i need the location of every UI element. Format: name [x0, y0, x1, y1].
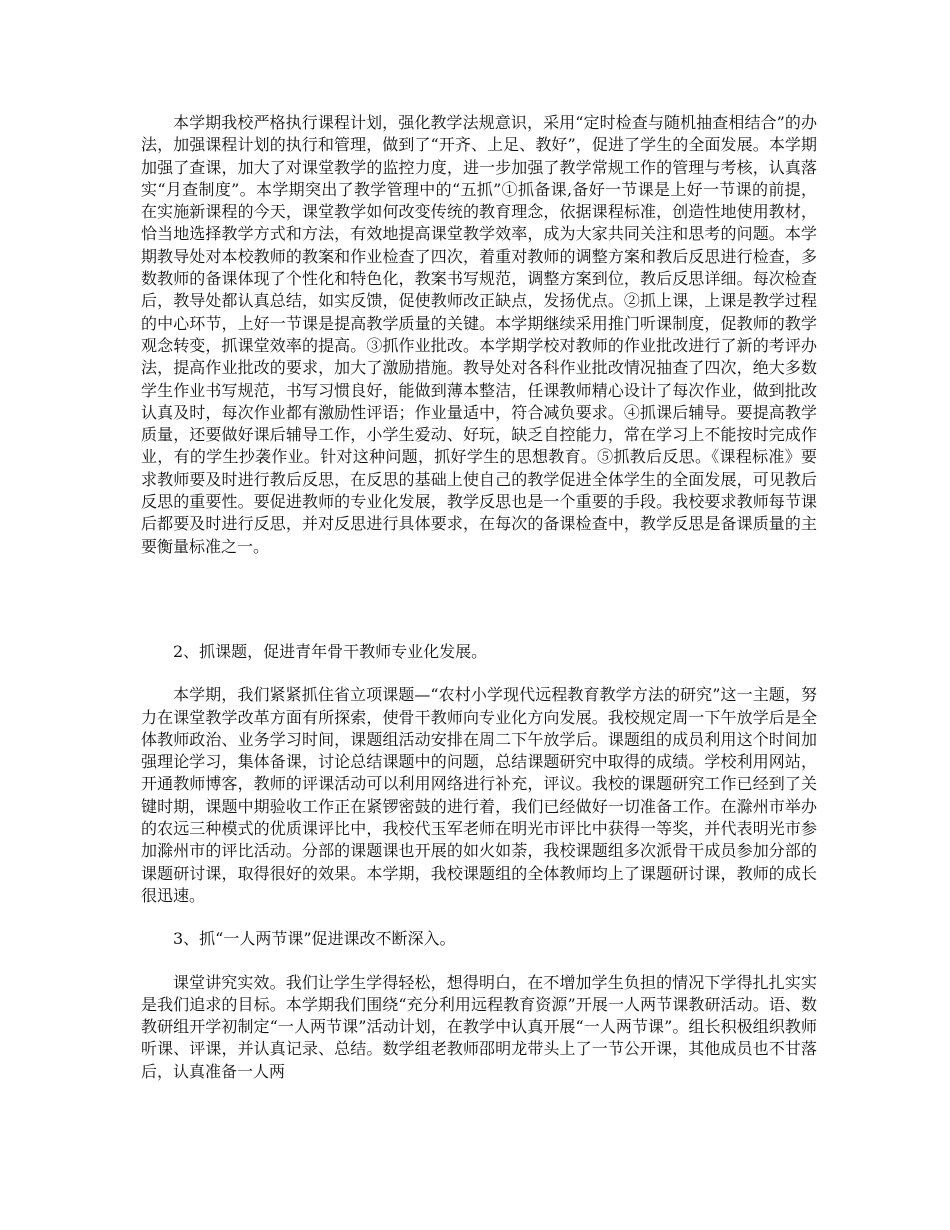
section-heading-2: 2、抓课题，促进青年骨干教师专业化发展。	[173, 641, 488, 661]
section-heading-3: 3、抓“一人两节课”促进课改不断深入。	[173, 929, 456, 949]
paragraph-teaching-management: 本学期我校严格执行课程计划，强化教学法规意识，采用“定时检查与随机抽查相结合”的办法，加强课程计划的执行和管理，做到了“开齐、上足、教好”，促进了学生的全面发展。本学期加强了查课，加大了对课堂教学的监控力度，进一步加强了教学常规工作的管理与考核，认真落实“月查制度”。本学期突出了教学管理中的“五抓”①抓备课,备好一节课是上好一节课的前提，在实施新课程的今天，课堂教学如何改变传统的教育理念，依据课程标准，创造性地使用教材，恰当地选择教学方式和方法，有效地提高课堂教学效率，成为大家共同关注和思考的问题。本学期教导处对本校教师的教案和作业检查了四次，着重对教师的调整方案和教后反思进行检查，多数教师的备课体现了个性化和特色化，教案书写规范，调整方案到位，教后反思详细。每次检查后，教导处都认真总结，如实反馈，促使教师改正缺点，发扬优点。②抓上课，上课是教学过程的中心环节，上好一节课是提高教学质量的关键。本学期继续采用推门听课制度，促教师的教学观念转变，抓课堂效率的提高。③抓作业批改。本学期学校对教师的作业批改进行了新的考评办法，提高作业批改的要求，加大了激励措施。教导处对各科作业批改情况抽查了四次，绝大多数学生作业书写规范，书写习惯良好，能做到薄本整洁，任课教师精心设计了每次作业，做到批改认真及时，每次作业都有激励性评语；作业量适中，符合减负要求。④抓课后辅导。要提高教学质量，还要做好课后辅导工作，小学生爱动、好玩，缺乏自控能力，常在学习上不能按时完成作业，有的学生抄袭作业。针对这种问题，抓好学生的思想教育。⑤抓教后反思。《课程标准》要求教师要及时进行教后反思，在反思的基础上使自己的教学促进全体学生的全面发展，可见教后反思的重要性。要促进教师的专业化发展，教学反思也是一个重要的手段。我校要求教师每节课后都要及时进行反思，并对反思进行具体要求，在每次的备课检查中，教学反思是备课质量的主要衡量标准之一。	[141, 113, 817, 556]
paragraph-two-lessons: 课堂讲究实效。我们让学生学得轻松，想得明白，在不增加学生负担的情况下学得扎扎实实是我们追求的目标。本学期我们围绕“充分利用远程教育资源”开展一人两节课教研活动。语、数教研组开学初制定“一人两节课”活动计划，在教学中认真开展“一人两节课”。组长积极组织教师听课、评课，并认真记录、总结。数学组老教师邵明龙带头上了一节公开课，其他成员也不甘落后，认真准备一人两	[141, 972, 817, 1081]
document-page	[141, 112, 817, 1083]
paragraph-research-project: 本学期，我们紧紧抓住省立项课题—“农村小学现代远程教育教学方法的研究”这一主题，努力在课堂教学改革方面有所探索，使骨干教师向专业化方向发展。我校规定周一下午放学后是全体教师政治、业务学习时间，课题组活动安排在周二下午放学后。课题组的成员利用这个时间加强理论学习，集体备课，讨论总结课题中的问题，总结课题研究中取得的成绩。学校利用网站，开通教师博客，教师的评课活动可以利用网络进行补充，评议。我校的课题研究工作已经到了关键时期，课题中期验收工作正在紧锣密鼓的进行着，我们已经做好一切准备工作。在滁州市举办的农远三种模式的优质课评比中，我校代玉军老师在明光市评比中获得一等奖，并代表明光市参加滁州市的评比活动。分部的课题课也开展的如火如荼，我校课题组多次派骨干成员参加分部的课题研讨课，取得很好的效果。本学期，我校课题组的全体教师均上了课题研讨课，教师的成长很迅速。	[141, 685, 817, 905]
